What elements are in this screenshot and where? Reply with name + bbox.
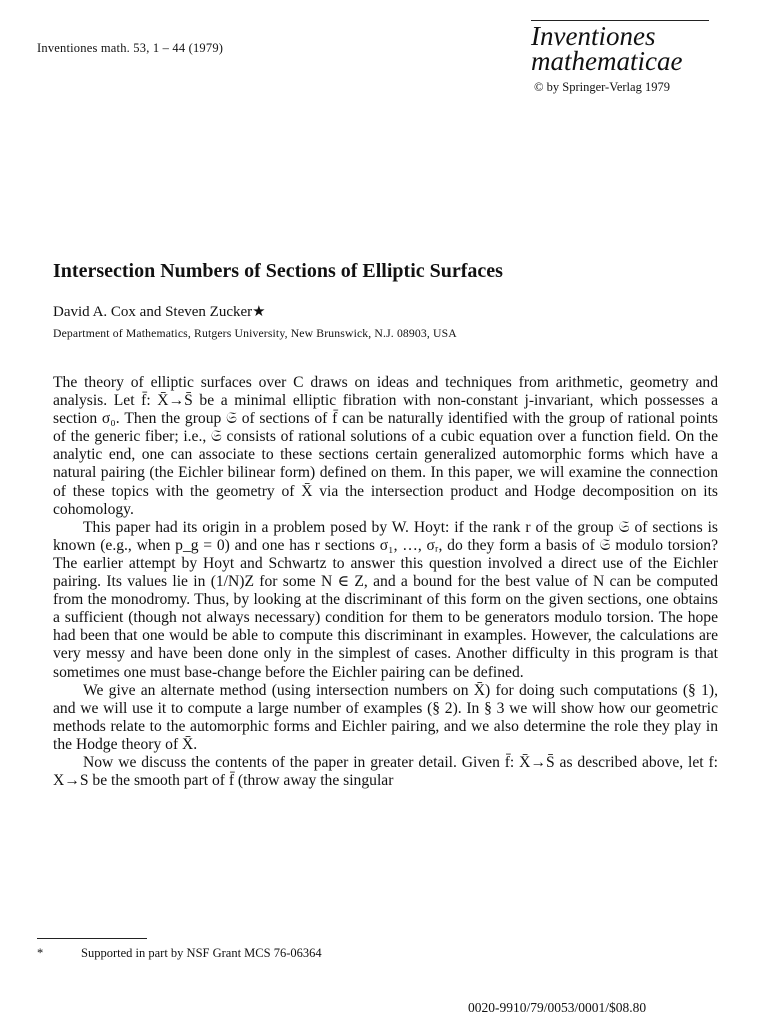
journal-name-line1: Inventiones — [531, 21, 656, 51]
article-title: Intersection Numbers of Sections of Elliptic Surfaces — [53, 260, 503, 282]
journal-name — [531, 21, 683, 76]
author-affiliation: Department of Mathematics, Rutgers University, New Brunswick, N.J. 08903, USA — [53, 327, 457, 340]
copyright-notice: © by Springer-Verlag 1979 — [534, 80, 670, 94]
body-paragraph-1: The theory of elliptic surfaces over C draws on ideas and techniques from arithmetic, geometry and analysis. Let f̄: X̄→S̄ be a minimal elliptic fibration with non-constant j-invariant, which possesses a section σ₀. Then the group 𝔖 of sections of f̄ can be naturally identified with the group of rational points of the generic fiber; i.e., 𝔖 consists of rational solutions of a cubic equation over a function field. On the analytic end, one can associate to these sections certain generalized automorphic forms which have a natural pairing (the Eichler bilinear form) defined on them. In this paper, we will examine the connection of these topics with the geometry of X̄ via the intersection product and Hodge decomposition on its cohomology. — [53, 374, 718, 518]
body-paragraph-4: Now we discuss the contents of the paper in greater detail. Given f̄: X̄→S̄ as described above, let f: X→S be the smooth part of f̄ (throw away the singular — [53, 753, 718, 790]
journal-name-line2: mathematicae — [531, 46, 683, 76]
journal-citation: Inventiones math. 53, 1 – 44 (1979) — [37, 41, 224, 55]
article-authors: David A. Cox and Steven Zucker★ — [53, 304, 266, 320]
body-paragraph-3: We give an alternate method (using intersection numbers on X̄) for doing such computations (§ 1), and we will use it to compute a large number of examples (§ 2). In § 3 we will show how our geometric methods relate to the automorphic forms and Eichler pairing, and we also determine the role they play in the Hodge theory of X̄. — [53, 681, 718, 753]
footnote-mark: * — [37, 946, 44, 960]
footnote-text: Supported in part by NSF Grant MCS 76-06364 — [81, 946, 322, 960]
article-body — [53, 374, 718, 790]
footnote-rule — [37, 938, 147, 939]
footnote — [37, 946, 322, 961]
body-paragraph-2: This paper had its origin in a problem posed by W. Hoyt: if the rank r of the group 𝔖 of sections is known (e.g., when p_g = 0) and one has r sections σ₁, …, σᵣ, do they form a basis of 𝔖 modulo torsion? The earlier attempt by Hoyt and Schwartz to answer this question involved a direct use of the Eichler pairing. Its values lie in (1/N)Z for some N ∈ Z, and a bound for the best value of N can be computed from the monodromy. Thus, by looking at the discriminant of this form on the given sections, one obtains a sufficient (though not always necessary) condition for them to be generators modulo torsion. The hope had been that one would be able to compute this discriminant in examples. However, the calculations are very messy and have been done only in the simplest of cases. Another difficulty in this program is that sometimes one must base-change before the Eichler pairing can be defined. — [53, 518, 718, 681]
publication-code: 0020-9910/79/0053/0001/$08.80 — [468, 1000, 647, 1015]
